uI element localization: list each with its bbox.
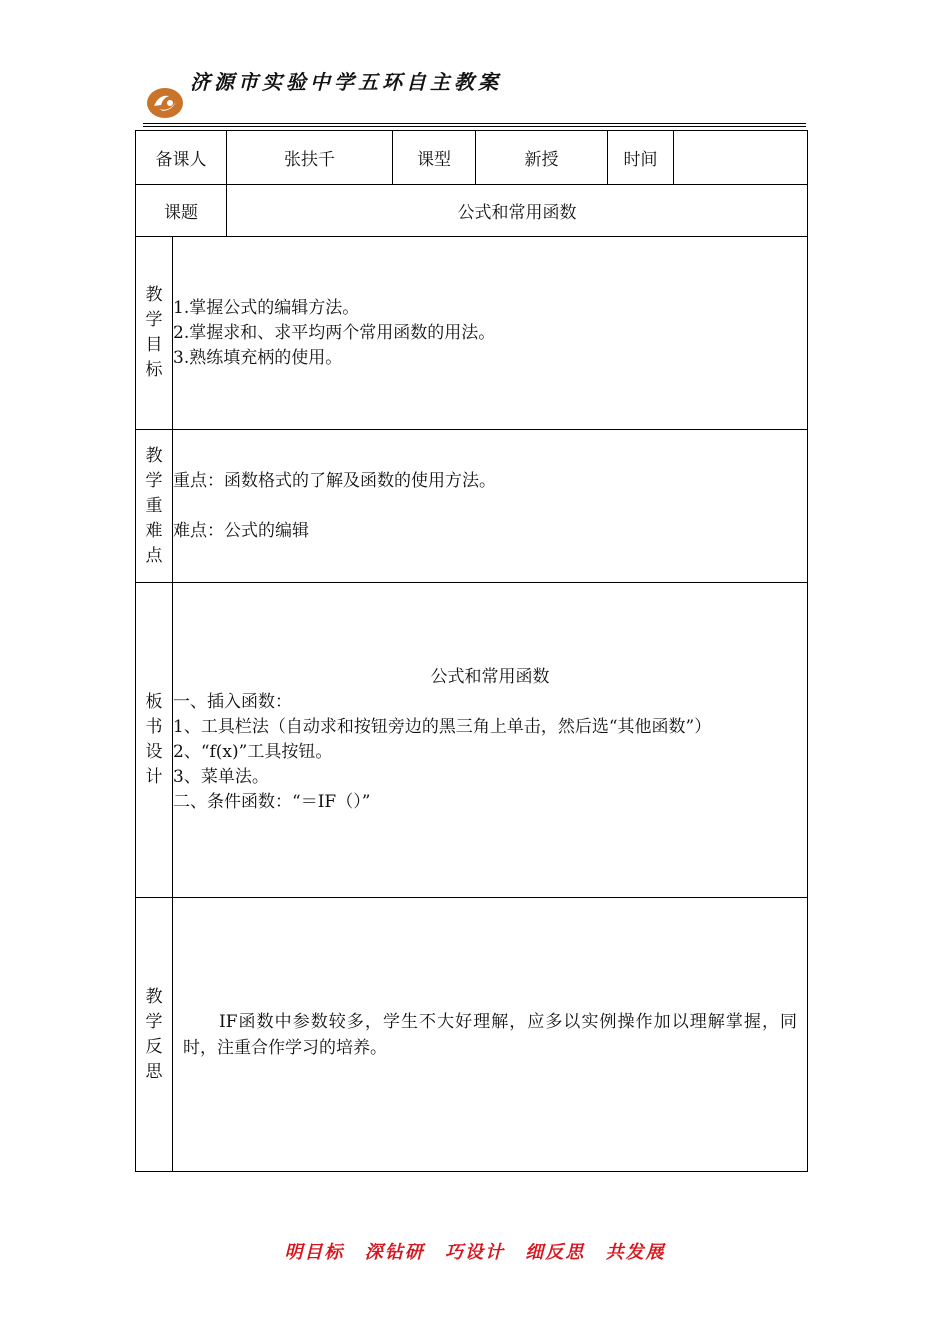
objective-item: 1.掌握公式的编辑方法。 [173, 297, 360, 318]
reflection-content [173, 898, 808, 1172]
lesson-type-value: 新授 [476, 131, 608, 185]
objective-item: 3.熟练填充柄的使用。 [173, 347, 343, 368]
topic-label: 课题 [136, 185, 227, 237]
time-label: 时间 [608, 131, 674, 185]
topic-value: 公式和常用函数 [227, 185, 808, 237]
info-row [136, 131, 808, 185]
board-line: 2、“f(x)”工具按钮。 [173, 742, 333, 762]
school-title: 济源市实验中学五环自主教案 [190, 70, 502, 94]
slogan: 巧设计 [445, 1242, 505, 1263]
key-points-label: 教 学 重 难 点 [136, 430, 173, 583]
slogan: 细反思 [525, 1242, 586, 1263]
reflection-text: IF函数中参数较多，学生不大好理解，应多以实例操作加以理解掌握，同时，注重合作学习的培养。 [183, 1011, 797, 1058]
lesson-type-label: 课型 [393, 131, 476, 185]
header-rule [143, 123, 806, 124]
objectives-row [136, 237, 808, 430]
school-emblem-icon [145, 86, 185, 120]
header-rule [143, 126, 806, 127]
slogan: 深钻研 [364, 1242, 425, 1263]
preparer-label: 备课人 [136, 131, 227, 185]
reflection-row [136, 898, 808, 1172]
board-design-label: 板 书 设 计 [136, 583, 173, 898]
board-line: 3、菜单法。 [173, 767, 269, 787]
board-line: 一、插入函数： [173, 692, 292, 712]
slogan: 共发展 [605, 1242, 666, 1263]
key-point: 重点：函数格式的了解及函数的使用方法。 [173, 470, 496, 491]
board-design-content [173, 583, 808, 898]
board-title: 公式和常用函数 [430, 667, 550, 687]
objective-item: 2.掌握求和、求平均两个常用函数的用法。 [173, 322, 496, 343]
footer-slogans [0, 1238, 950, 1264]
reflection-label: 教 学 反 思 [136, 898, 173, 1172]
board-design-row [136, 583, 808, 898]
key-points-content [173, 430, 808, 583]
board-line: 二、条件函数：“＝IF（）” [173, 792, 371, 812]
slogan: 明目标 [284, 1242, 345, 1263]
objectives-content [173, 237, 808, 430]
objectives-label: 教 学 目 标 [136, 237, 173, 430]
time-value [674, 131, 808, 185]
topic-row [136, 185, 808, 237]
preparer-value: 张扶千 [227, 131, 393, 185]
key-points-row [136, 430, 808, 583]
difficulty-point: 难点：公式的编辑 [173, 520, 309, 541]
lesson-plan-table [135, 130, 808, 1172]
board-line: 1、工具栏法（自动求和按钮旁边的黑三角上单击，然后选“其他函数”） [173, 717, 712, 737]
